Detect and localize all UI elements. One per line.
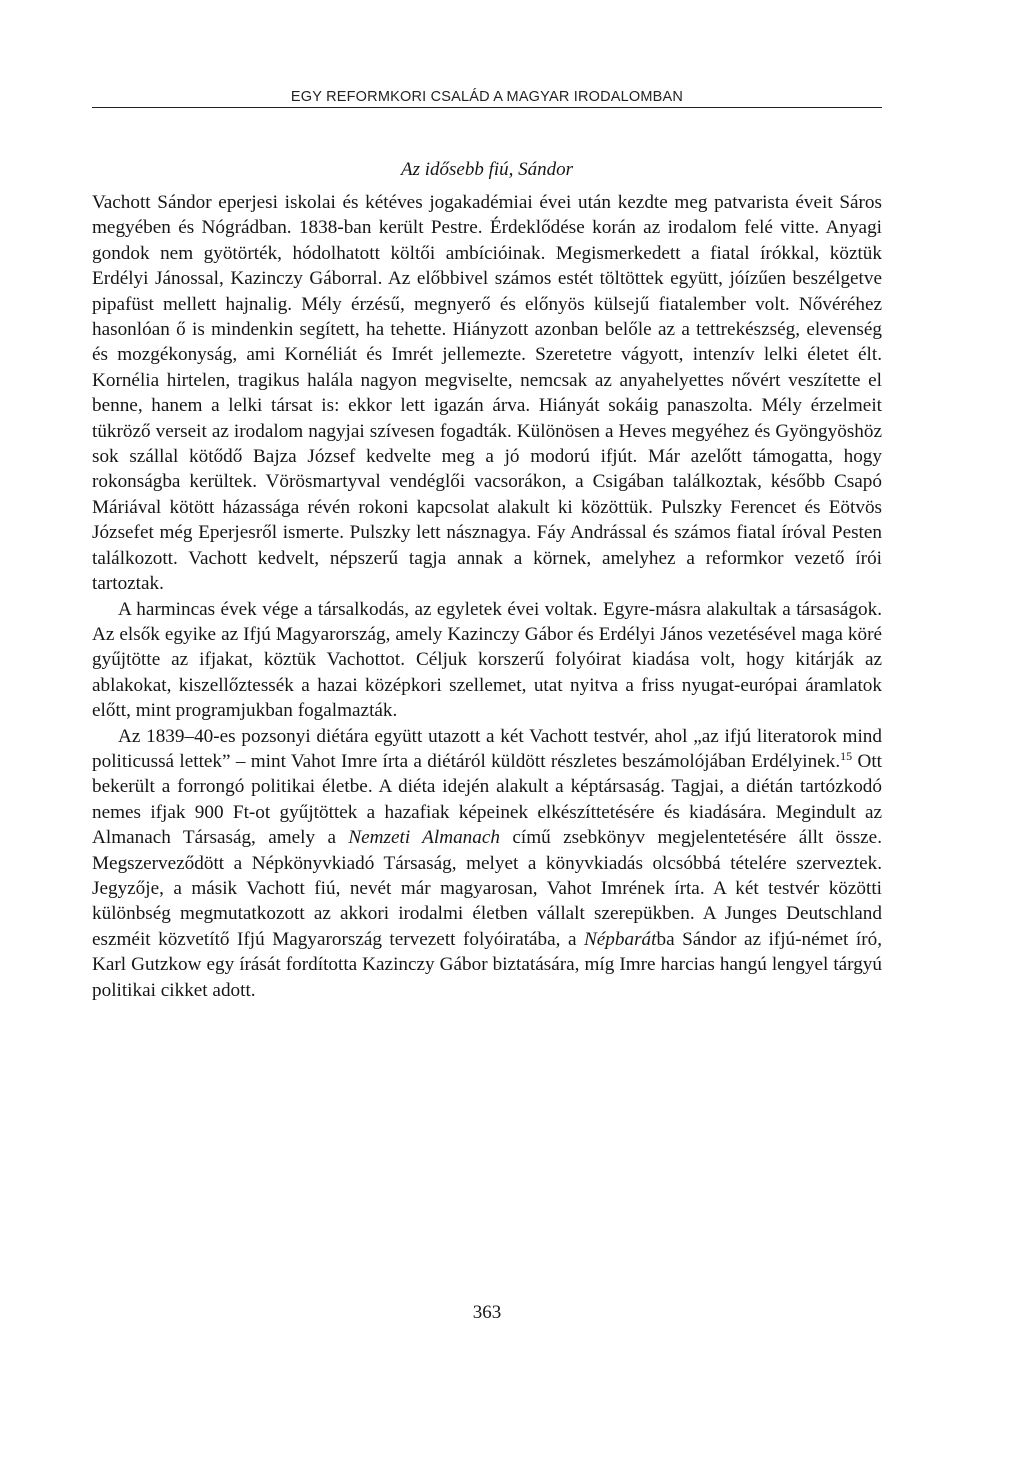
header-rule bbox=[92, 107, 882, 108]
almanac-title: Nemzeti Almanach bbox=[348, 827, 500, 849]
paragraph-3-text-d: ba Sándor az ifjú-német író, Karl Gutzkow egy írását fordította Kazinczy Gábor biztatására, míg Imre harcias hangú lengyel tárgyú politikai cikket adott. bbox=[92, 928, 882, 1001]
paragraph-3 bbox=[92, 724, 882, 1003]
paragraph-2: A harmincas évek vége a társalkodás, az egyletek évei voltak. Egyre-másra alakultak a társaságok. Az elsők egyike az Ifjú Magyarország, amely Kazinczy Gábor és Erdélyi János vezetésével maga köré gyűjtötte az ifjakat, köztük Vachottot. Céljuk korszerű folyóirat kiadása volt, hogy kitárják az ablakokat, kiszellőztessék a hazai középkori szellemet, utat nyitva a friss nyugat-európai áramlatok előtt, mint programjukban fogalmazták. bbox=[92, 598, 882, 722]
journal-title: Népbarát bbox=[583, 928, 657, 950]
body-text bbox=[92, 190, 882, 1003]
section-title: Az idősebb fiú, Sándor bbox=[400, 159, 574, 180]
paragraph-1: Vachott Sándor eperjesi iskolai és kétéves jogakadémiai évei után kezdte meg patvarista éveit Sáros megyében és Nógrádban. 1838-ban került Pestre. Érdeklődése korán az irodalom felé vitte. Anyagi gondok nem gyötörték, hódolhatott költői ambícióinak. Megismerkedett a fiatal írókkal, köztük Erdélyi Jánossal, Kazinczy Gáborral. Az előbbivel számos estét töltöttek együtt, jóízűen beszélgetve pipafüst mellett hajnalig. Mély érzésű, megnyerő és előnyös külsejű fiatalember volt. Nővéréhez hasonlóan ő is mindenkin segített, ha tehette. Hiányzott azonban belőle az a tettrekészség, elevenség és mozgékonyság, ami Kornéliát és Imrét jellemezte. Szeretetre vágyott, intenzív lelki életet élt. Kornélia hirtelen, tragikus halála nagyon megviselte, nemcsak az anyahelyettes nővért veszítette el benne, hanem a lelki társat is: ekkor lett igazán árva. Hiányát sokáig panaszolta. Mély érzelmeit tükröző verseit az irodalom nagyjai szívesen fogadták. Különösen a Heves megyéhez és Gyöngyöshöz sok szállal kötődő Bajza József kedvelte meg a jó modorú ifjút. Már azelőtt támogatta, hogy rokonságba kerültek. Vörösmartyval vendéglői vacsorákon, a Csigában találkoztak, később Csapó Máriával kötött házassága révén rokoni kapcsolat alakult ki közöttük. Pulszky Ferencet és Eötvös Józsefet még Eperjesről ismerte. Pulszky lett násznagya. Fáy Andrással és számos fiatal íróval Pesten találkozott. Vachott kedvelt, népszerű tagja annak a körnek, amelyhez a reformkor vezető írói tartoztak. bbox=[92, 192, 882, 595]
paragraph-3-text-a: Az 1839–40-es pozsonyi diétára együtt utazott a két Vachott testvér, ahol „az ifjú literatorok mind politicussá lettek” – mint Vahot Imre írta a diétáról küldött részletes beszámolójában Erdélyinek. bbox=[92, 725, 882, 772]
page-number: 363 bbox=[472, 1302, 502, 1323]
footnote-marker[interactable]: 15 bbox=[840, 748, 853, 763]
running-head: EGY REFORMKORI CSALÁD A MAGYAR IRODALOMBAN bbox=[290, 89, 684, 105]
paragraph-3-text-c: című zsebkönyv megjelentetésére állt össze. Megszerveződött a Népkönyvkiadó Társaság, melyet a könyvkiadás olcsóbbá tételére szerveztek. Jegyzője, a másik Vachott fiú, nevét már magyarosan, Vahot Imrének írta. A két testvér közötti különbség megmutatkozott az akkori irodalmi életben vállalt szerepükben. A Junges Deutschland eszméit közvetítő Ifjú Magyarország tervezett folyóiratába, a bbox=[92, 827, 882, 950]
paragraph-3-text-b: Ott bekerült a forrongó politikai életbe. A diéta idején alakult a képtársaság. Tagjai, a diétán tartózkodó nemes ifjak 900 Ft-ot gyűjtöttek a hazafiak képeinek elkészíttetésére és kiadására. Megindult az Almanach Társaság, amely a bbox=[92, 750, 882, 849]
